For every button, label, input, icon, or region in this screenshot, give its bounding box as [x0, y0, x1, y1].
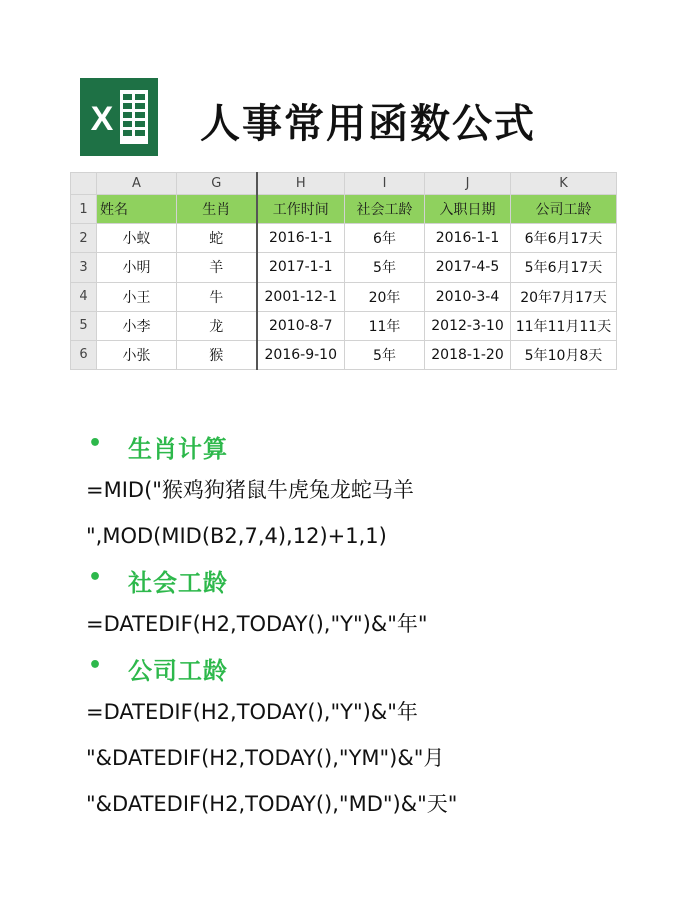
- formula-line: ",MOD(MID(B2,7,4),12)+1,1): [86, 524, 387, 548]
- header-cell[interactable]: 入职日期: [425, 195, 511, 224]
- column-header-row: [71, 173, 617, 195]
- table-cell[interactable]: 小王: [97, 282, 177, 311]
- column-header[interactable]: K: [511, 173, 617, 195]
- column-header[interactable]: J: [425, 173, 511, 195]
- table-row: [71, 253, 617, 282]
- formula-sections: [88, 425, 678, 827]
- header: [80, 78, 600, 160]
- excel-icon: [80, 78, 158, 156]
- table-cell[interactable]: 20年: [345, 282, 425, 311]
- table-cell[interactable]: 2016-1-1: [257, 224, 345, 253]
- header-cell[interactable]: 社会工龄: [345, 195, 425, 224]
- table-cell[interactable]: 2018-1-20: [425, 340, 511, 369]
- select-all-corner[interactable]: [71, 173, 97, 195]
- section-company-seniority: [88, 647, 678, 827]
- table-cell[interactable]: 5年10月8天: [511, 340, 617, 369]
- column-header[interactable]: I: [345, 173, 425, 195]
- row-header[interactable]: 1: [71, 195, 97, 224]
- table-cell[interactable]: 5年: [345, 253, 425, 282]
- header-cell[interactable]: 生肖: [177, 195, 257, 224]
- table-cell[interactable]: 2016-1-1: [425, 224, 511, 253]
- table-cell[interactable]: 6年: [345, 224, 425, 253]
- header-cell[interactable]: 工作时间: [257, 195, 345, 224]
- table-header-row: [71, 195, 617, 224]
- svg-text:X: X: [90, 100, 114, 138]
- table-cell[interactable]: 11年: [345, 311, 425, 340]
- table-cell[interactable]: 蛇: [177, 224, 257, 253]
- header-cell[interactable]: 姓名: [97, 195, 177, 224]
- section-title: 公司工龄: [128, 657, 228, 685]
- table-cell[interactable]: 2010-3-4: [425, 282, 511, 311]
- section-social-seniority: [88, 559, 678, 647]
- formula-line: =MID("猴鸡狗猪鼠牛虎兔龙蛇马羊: [86, 478, 414, 502]
- page-title: 人事常用函数公式: [200, 101, 536, 147]
- row-header[interactable]: 4: [71, 282, 97, 311]
- formula-line: =DATEDIF(H2,TODAY(),"Y")&"年": [86, 612, 428, 636]
- table-row: [71, 340, 617, 369]
- table-row: [71, 311, 617, 340]
- section-zodiac: [88, 425, 678, 559]
- row-header[interactable]: 5: [71, 311, 97, 340]
- table-cell[interactable]: 20年7月17天: [511, 282, 617, 311]
- table-cell[interactable]: 5年6月17天: [511, 253, 617, 282]
- table-cell[interactable]: 2016-9-10: [257, 340, 345, 369]
- table-cell[interactable]: 小蚁: [97, 224, 177, 253]
- table-cell[interactable]: 小张: [97, 340, 177, 369]
- formula-line: "&DATEDIF(H2,TODAY(),"YM")&"月: [86, 746, 445, 770]
- table-cell[interactable]: 5年: [345, 340, 425, 369]
- table-cell[interactable]: 羊: [177, 253, 257, 282]
- table-cell[interactable]: 小李: [97, 311, 177, 340]
- row-header[interactable]: 6: [71, 340, 97, 369]
- bullet-icon: •: [88, 565, 103, 590]
- section-heading: [88, 647, 678, 689]
- formula-line: =DATEDIF(H2,TODAY(),"Y")&"年: [86, 700, 418, 724]
- spreadsheet-table: [70, 172, 617, 370]
- column-header[interactable]: G: [177, 173, 257, 195]
- section-heading: [88, 559, 678, 601]
- table-cell[interactable]: 6年6月17天: [511, 224, 617, 253]
- table-row: [71, 282, 617, 311]
- column-header[interactable]: H: [257, 173, 345, 195]
- row-header[interactable]: 3: [71, 253, 97, 282]
- section-heading: [88, 425, 678, 467]
- table-cell[interactable]: 2017-4-5: [425, 253, 511, 282]
- bullet-icon: •: [88, 431, 103, 456]
- table-cell[interactable]: 11年11月11天: [511, 311, 617, 340]
- table-cell[interactable]: 牛: [177, 282, 257, 311]
- table-cell[interactable]: 2010-8-7: [257, 311, 345, 340]
- table-row: [71, 224, 617, 253]
- header-cell[interactable]: 公司工龄: [511, 195, 617, 224]
- column-header[interactable]: A: [97, 173, 177, 195]
- table-cell[interactable]: 2017-1-1: [257, 253, 345, 282]
- section-title: 社会工龄: [128, 569, 228, 597]
- section-title: 生肖计算: [128, 435, 228, 463]
- table-cell[interactable]: 小明: [97, 253, 177, 282]
- table-cell[interactable]: 2012-3-10: [425, 311, 511, 340]
- formula-line: "&DATEDIF(H2,TODAY(),"MD")&"天": [86, 792, 458, 816]
- table-cell[interactable]: 2001-12-1: [257, 282, 345, 311]
- table-cell[interactable]: 猴: [177, 340, 257, 369]
- table-cell[interactable]: 龙: [177, 311, 257, 340]
- row-header[interactable]: 2: [71, 224, 97, 253]
- bullet-icon: •: [88, 653, 103, 678]
